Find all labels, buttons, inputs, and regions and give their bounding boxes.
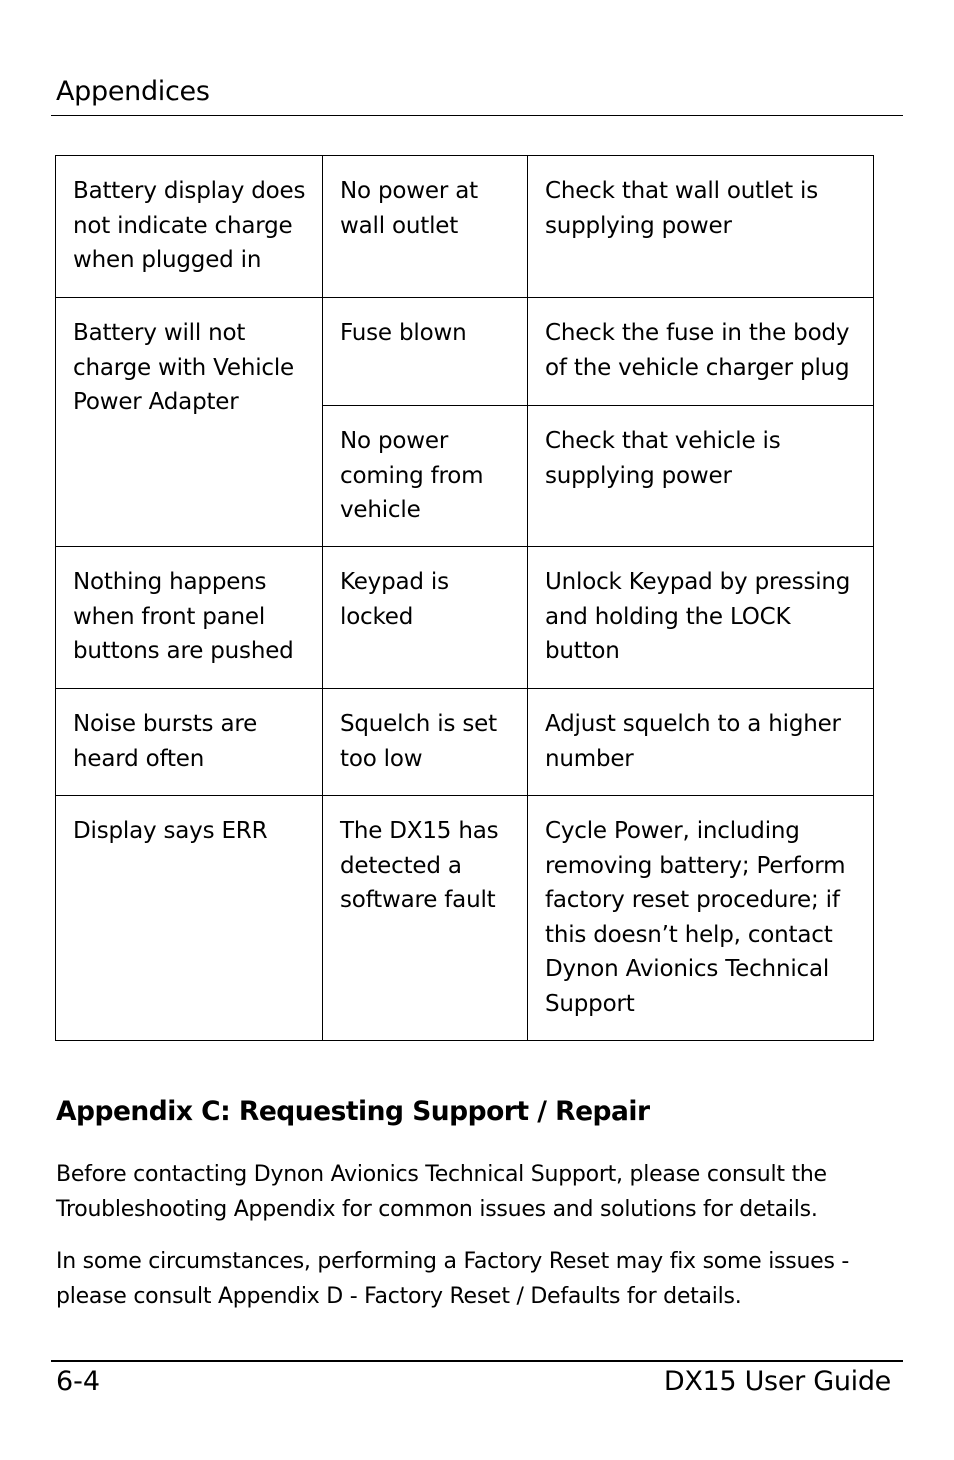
symptom-cell: Battery display does not indicate charge when plugged in bbox=[56, 156, 323, 298]
cause-cell: Squelch is set too low bbox=[323, 689, 528, 796]
document-title: DX15 User Guide bbox=[663, 1366, 891, 1397]
header-divider bbox=[51, 115, 903, 116]
solution-cell: Check that wall outlet is supplying power bbox=[528, 156, 874, 298]
solution-cell: Adjust squelch to a higher number bbox=[528, 689, 874, 796]
table-row bbox=[56, 298, 874, 406]
cause-cell: No power coming from vehicle bbox=[323, 406, 528, 547]
solution-cell: Check that vehicle is supplying power bbox=[528, 406, 874, 547]
table-row bbox=[56, 689, 874, 796]
solution-cell: Check the fuse in the body of the vehicle charger plug bbox=[528, 298, 874, 406]
symptom-cell: Display says ERR bbox=[56, 796, 323, 1041]
footer-divider bbox=[51, 1360, 903, 1362]
running-header: Appendices bbox=[56, 76, 210, 107]
cause-cell: No power at wall outlet bbox=[323, 156, 528, 298]
support-paragraph: Before contacting Dynon Avionics Technical Support, please consult the Troubleshooting Appendix for common issues and solutions for details. bbox=[56, 1162, 827, 1222]
symptom-cell: Noise bursts are heard often bbox=[56, 689, 323, 796]
solution-cell: Unlock Keypad by pressing and holding the LOCK button bbox=[528, 547, 874, 689]
symptom-cell: Nothing happens when front panel buttons are pushed bbox=[56, 547, 323, 689]
table-row bbox=[56, 156, 874, 298]
troubleshooting-table bbox=[55, 155, 874, 1041]
table-row bbox=[56, 547, 874, 689]
symptom-cell: Battery will not charge with Vehicle Power Adapter bbox=[56, 298, 323, 547]
cause-cell: Fuse blown bbox=[323, 298, 528, 406]
table-row bbox=[56, 796, 874, 1041]
appendix-c-heading: Appendix C: Requesting Support / Repair bbox=[56, 1096, 650, 1127]
page-number: 6-4 bbox=[56, 1366, 101, 1397]
cause-cell: Keypad is locked bbox=[323, 547, 528, 689]
factory-reset-paragraph: In some circumstances, performing a Factory Reset may fix some issues - please consult Appendix D - Factory Reset / Defaults for details. bbox=[56, 1249, 850, 1309]
cause-cell: The DX15 has detected a software fault bbox=[323, 796, 528, 1041]
solution-cell: Cycle Power, including removing battery; Perform factory reset procedure; if this doesn’t help, contact Dynon Avionics Technical Support bbox=[528, 796, 874, 1041]
